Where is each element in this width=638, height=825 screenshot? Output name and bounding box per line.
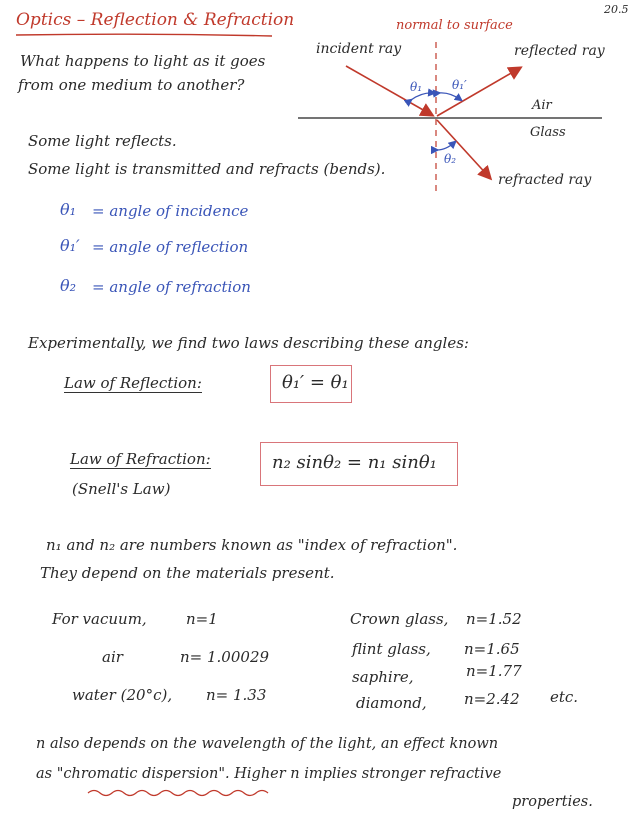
definition-theta2-text: = angle of refraction <box>92 278 251 296</box>
material-saphire-name: saphire, <box>352 668 414 686</box>
material-air-value: n= 1.00029 <box>180 648 270 666</box>
page-title: Optics – Reflection & Refraction <box>16 10 295 30</box>
definition-theta1-text: = angle of incidence <box>92 202 249 220</box>
law-of-refraction-label: Law of Refraction: <box>70 450 211 468</box>
material-water-name: water (20°c), <box>72 686 173 704</box>
reflected-ray-label: reflected ray <box>514 43 605 59</box>
refraction-diagram <box>0 0 638 230</box>
index-line-1: n₁ and n₂ are numbers known as "index of refraction". <box>46 536 458 554</box>
closing-line-3: properties. <box>512 794 593 810</box>
definition-theta1p-text: = angle of reflection <box>92 238 249 256</box>
intro-question-line-1: What happens to light as it goes <box>20 52 266 70</box>
material-vacuum-name: For vacuum, <box>52 610 147 628</box>
material-diamond-name: diamond, <box>356 694 427 712</box>
chromatic-dispersion-squiggle <box>86 788 276 798</box>
theta1p-label: θ₁′ <box>452 78 467 92</box>
material-saphire-value: n=1.77 <box>466 662 522 680</box>
statement-refracts: Some light is transmitted and refracts (bends). <box>28 160 386 178</box>
material-vacuum-value: n=1 <box>186 610 218 628</box>
statement-reflects: Some light reflects. <box>28 132 177 150</box>
material-air-name: air <box>102 648 123 666</box>
law-of-refraction-equation: n₂ sinθ₂ = n₁ sinθ₁ <box>272 452 437 473</box>
closing-line-2: as "chromatic dispersion". Higher n implies stronger refractive <box>36 766 502 782</box>
definition-theta2-symbol: θ₂ <box>60 276 77 295</box>
material-flint-glass-name: flint glass, <box>352 640 431 658</box>
material-diamond-value: n=2.42 <box>464 690 520 708</box>
theta2-label: θ₂ <box>444 152 457 166</box>
normal-label: normal to surface <box>396 18 513 33</box>
theta1p-arc <box>439 93 461 100</box>
material-crown-glass-name: Crown glass, <box>350 610 449 628</box>
definition-theta1p-symbol: θ₁′ <box>60 236 80 255</box>
law-of-reflection-equation: θ₁′ = θ₁ <box>282 372 349 393</box>
glass-label: Glass <box>530 125 566 140</box>
theta2-arc <box>437 142 455 150</box>
etc-label: etc. <box>550 688 579 706</box>
index-line-2: They depend on the materials present. <box>40 564 335 582</box>
law-of-reflection-label: Law of Reflection: <box>64 374 202 392</box>
theta1-label: θ₁ <box>410 80 423 94</box>
material-crown-glass-value: n=1.52 <box>466 610 522 628</box>
reflected-ray <box>437 68 520 116</box>
refracted-ray-label: refracted ray <box>498 172 592 188</box>
material-flint-glass-value: n=1.65 <box>464 640 520 658</box>
material-water-value: n= 1.33 <box>206 686 267 704</box>
intro-question-line-2: from one medium to another? <box>18 76 245 94</box>
definition-theta1-symbol: θ₁ <box>60 200 77 219</box>
incident-ray-label: incident ray <box>316 41 402 57</box>
experimental-line: Experimentally, we find two laws describing these angles: <box>28 334 469 352</box>
closing-line-1: n also depends on the wavelength of the light, an effect known <box>36 736 499 752</box>
snells-law-label: (Snell's Law) <box>72 480 171 498</box>
air-label: Air <box>532 98 552 113</box>
page-number: 20.5 <box>604 3 629 16</box>
